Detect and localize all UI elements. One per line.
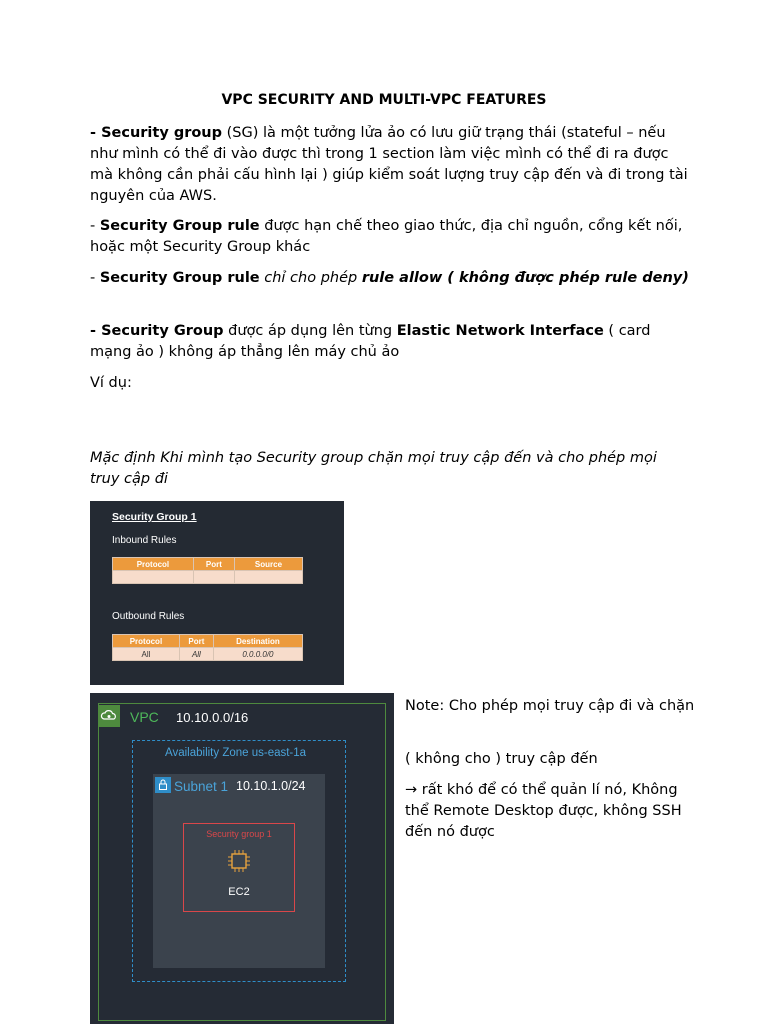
availability-zone-label: Availability Zone us-east-1a — [165, 747, 307, 759]
paragraph-sg-rule-allow — [90, 268, 690, 289]
outbound-rules-label: Outbound Rules — [112, 611, 185, 622]
rule-allow-emphasis: rule allow ( không được phép rule deny) — [361, 270, 689, 286]
paragraph-sg-rule-restrictions — [90, 216, 690, 258]
outbound-row — [113, 648, 303, 661]
outbound-destination-value: 0.0.0.0/0 — [213, 648, 302, 661]
inbound-rules-table — [112, 557, 303, 584]
eni-text: được áp dụng lên từng — [223, 323, 397, 339]
inbound-header-protocol: Protocol — [113, 558, 194, 571]
cloud-icon — [98, 705, 120, 727]
inbound-header-port: Port — [193, 558, 234, 571]
security-group-term: - Security Group — [90, 323, 224, 339]
default-behavior-note: Mặc định Khi mình tạo Security group chặn mọi truy cập đến và cho phép mọi truy cập đi — [90, 450, 657, 487]
subnet-cidr: 10.10.1.0/24 — [236, 779, 306, 793]
lock-icon — [155, 777, 171, 793]
sg-rule-description: được hạn chế theo giao thức, địa chỉ nguồn, cổng kết nối, hoặc một Security Group khác — [90, 218, 683, 255]
eni-description: ( card mạng ảo ) không áp thẳng lên máy chủ ảo — [90, 323, 651, 360]
sg-rule-term: Security Group rule — [99, 218, 260, 234]
outbound-header-protocol: Protocol — [113, 635, 180, 648]
ec2-label: EC2 — [228, 886, 250, 898]
sg-image-title: Security Group 1 — [112, 511, 197, 523]
inbound-empty-row — [113, 571, 303, 584]
page-title: VPC SECURITY AND MULTI-VPC FEATURES — [221, 92, 547, 108]
subnet-label: Subnet 1 — [174, 779, 229, 794]
outbound-header-port: Port — [179, 635, 213, 648]
security-group-rules-image — [90, 501, 344, 685]
note-line-3: → rất khó để có thể quản lí nó, Không thể Remote Desktop được, không SSH đến nó được — [405, 782, 682, 840]
outbound-protocol-value: All — [113, 648, 180, 661]
vpc-cidr: 10.10.0.0/16 — [176, 710, 249, 725]
note-line-1: Note: Cho phép mọi truy cập đi và chặn — [405, 698, 695, 714]
outbound-port-value: All — [179, 648, 213, 661]
note-line-2: ( không cho ) truy cập đến — [405, 751, 598, 767]
eni-term: Elastic Network Interface — [396, 323, 604, 339]
inbound-rules-label: Inbound Rules — [112, 535, 177, 546]
vpc-label: VPC — [130, 709, 159, 725]
allow-only-text: chỉ cho phép — [259, 270, 362, 286]
outbound-rules-table — [112, 634, 303, 661]
outbound-header-destination: Destination — [213, 635, 302, 648]
chip-icon — [226, 848, 252, 874]
paragraph-security-group — [90, 123, 690, 207]
dash: - — [90, 270, 100, 286]
security-group-term: - Security group — [90, 125, 223, 141]
inbound-header-source: Source — [234, 558, 302, 571]
example-label: Ví dụ: — [90, 375, 132, 391]
sg-rule-term: Security Group rule — [99, 270, 260, 286]
dash: - — [90, 218, 100, 234]
paragraph-sg-eni — [90, 321, 690, 363]
security-group-definition: (SG) là một tưởng lửa ảo có lưu giữ trạng thái (stateful – nếu như mình có thể đi vào được thì trong 1 section làm việc mình có thể đi ra được mà không cần phải cấu hình lại ) giúp kiểm soát lượng truy cập đến và đi trong tài nguyên của AWS. — [90, 125, 688, 204]
vpc-diagram-image — [90, 693, 394, 1024]
security-group-label: Security group 1 — [206, 829, 272, 839]
